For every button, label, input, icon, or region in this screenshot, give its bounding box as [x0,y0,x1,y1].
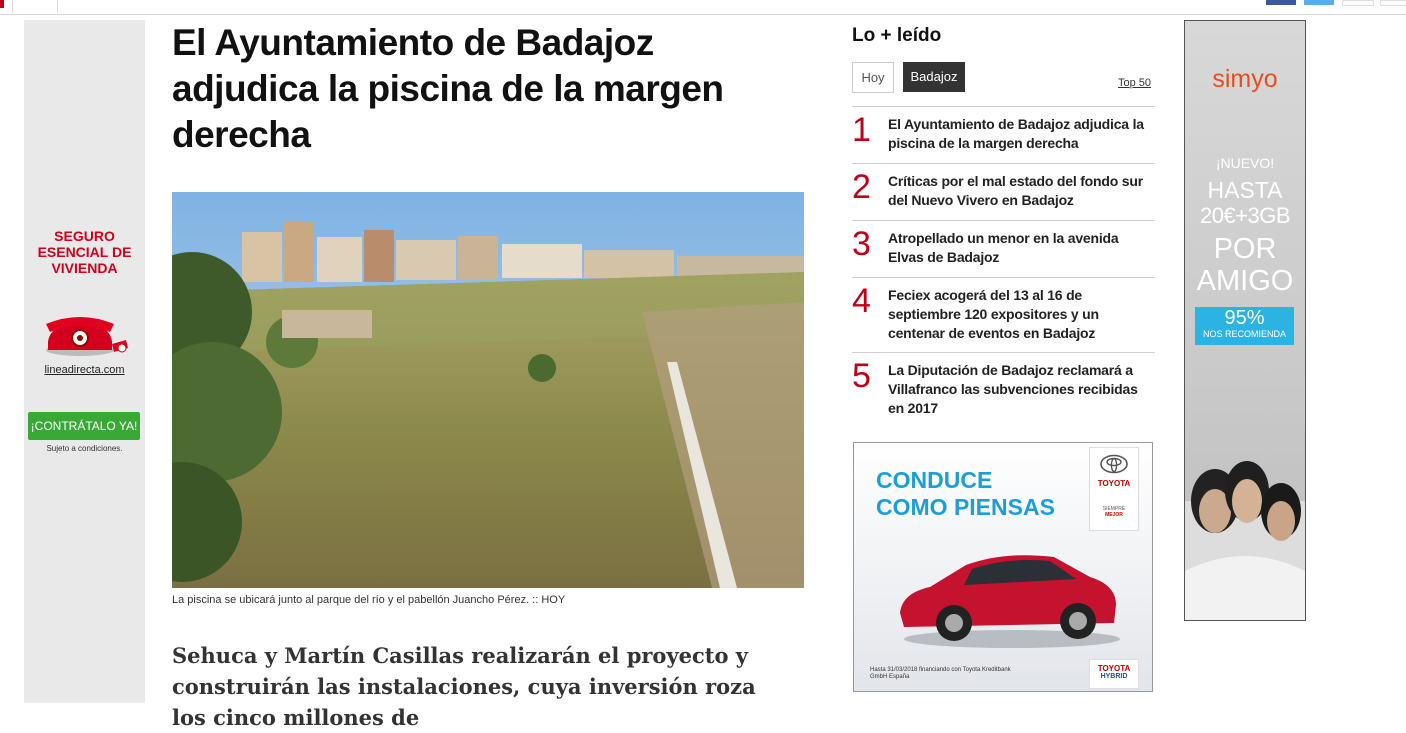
article-photo[interactable] [172,192,804,588]
photo-caption: La piscina se ubicará junto al parque del río y el pabellón Juancho Pérez. :: HOY [172,594,566,606]
ad-line-4: POR [1213,233,1277,265]
ad-slogan-line-2: COMO PIENSAS [876,494,1055,520]
rank-number: 1 [852,111,871,149]
rank-headline[interactable]: La Diputación de Badajoz reclamará a Villafranco las subvenciones recibidas en 2017 [888,362,1138,416]
top-tab[interactable] [12,0,58,13]
toyota-logo-icon [1099,454,1129,474]
list-item[interactable] [852,352,1155,427]
tab-hoy[interactable]: Hoy [852,62,894,93]
red-phone-icon [40,310,132,358]
list-item[interactable] [852,277,1155,352]
facebook-icon[interactable] [1266,0,1296,5]
recommend-badge [1195,307,1294,345]
people-photo [1185,441,1305,621]
red-car-image [894,541,1124,651]
share-icon[interactable] [1342,0,1374,6]
list-item[interactable] [852,220,1155,277]
landscape-image [172,192,804,588]
ad-line-1: ¡NUEVO! [1215,155,1275,171]
hybrid-label: HYBRID [1100,673,1128,680]
ad-fine-print: Hasta 31/03/2018 financiando con Toyota Kreditbank GmbH España [870,667,1011,680]
ad-slogan-line-1: CONDUCE [876,467,993,493]
ad-line-5: AMIGO [1196,265,1294,297]
toyota-brand: TOYOTA [1097,479,1131,488]
ad-slogan [876,467,1096,521]
ad-line-2: HASTA [1207,177,1283,203]
rank-number: 4 [852,282,871,320]
toyota-logo-box [1089,447,1139,531]
left-skin-ad[interactable] [24,20,145,703]
toyota-tag-2: MEJOR [1105,512,1123,518]
toyota-ad[interactable] [853,442,1153,692]
top50-link[interactable]: Top 50 [1118,77,1152,89]
rank-headline[interactable]: Críticas por el mal estado del fondo sur del Nuevo Vivero en Badajoz [888,173,1143,208]
badge-percent: 95% [1224,307,1265,329]
mail-icon[interactable] [1380,0,1406,6]
rank-headline[interactable]: Atropellado un menor en la avenida Elvas de Badajoz [888,230,1119,265]
contratalo-button[interactable]: ¡CONTRÁTALO YA! [28,412,140,440]
top-bar [0,0,1406,15]
brand-marker [0,0,4,8]
ad-site-link[interactable]: lineadirecta.com [44,364,125,376]
toyota-tag-1: SIEMPRE [1102,506,1126,512]
article-lead: Sehuca y Martín Casillas realizarán el proyecto y construirán las instalaciones, cuya inversión roza los cinco millones de [172,643,756,730]
ad-headline-3: VIVIENDA [51,260,118,276]
most-read-list [852,106,1155,427]
article-title: El Ayuntamiento de Badajoz adjudica la piscina de la margen derecha [172,22,724,155]
ad-line-3: 20€+3GB [1199,203,1291,228]
toyota-hybrid-box [1089,659,1139,689]
hybrid-brand: TOYOTA [1097,664,1131,673]
badge-text: NOS RECOMIENDA [1202,329,1286,339]
rank-headline[interactable]: Feciex acogerá del 13 al 16 de septiembre 120 expositores y un centenar de eventos en Badajoz [888,287,1099,341]
list-item[interactable] [852,106,1155,163]
simyo-ad[interactable] [1184,20,1306,621]
twitter-icon[interactable] [1304,0,1334,5]
list-item[interactable] [852,163,1155,220]
simyo-logo: simyo [1212,65,1278,93]
rank-number: 3 [852,225,871,263]
ad-headline-1: SEGURO [54,228,115,244]
ad-disclaimer: Sujeto a condiciones. [46,444,123,453]
rank-number: 5 [852,357,871,395]
most-read-heading: Lo + leído [852,25,942,46]
ad-headline-2: ESENCIAL DE [37,244,132,260]
tab-badajoz[interactable]: Badajoz [903,62,965,92]
rank-number: 2 [852,168,871,206]
rank-headline[interactable]: El Ayuntamiento de Badajoz adjudica la piscina de la margen derecha [888,116,1144,151]
